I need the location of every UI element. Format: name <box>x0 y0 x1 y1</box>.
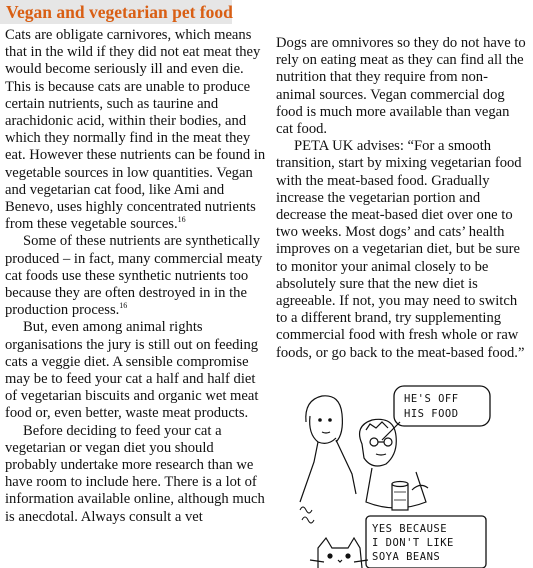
page-title: Vegan and vegetarian pet food <box>6 2 233 22</box>
food-can <box>392 482 408 511</box>
cartoon-illustration <box>296 382 533 568</box>
paragraph: Dogs are omnivores so they do not have to rely on eating meat as they can find all the nutrition that they require from non-animal sources. Vegan commercial dog food is much more available than vegan cat food. <box>276 35 526 138</box>
cat-figure <box>310 538 368 568</box>
paragraph: PETA UK advises: “For a smooth transition, start by mixing vegetarian food with the meat-based food. Gradually increase the vegetarian portion and decrease the meat-based diet over one to two weeks. Most dogs’ and cats’ health improves on a vegetarian diet, but be sure to monitor your animal closely to be absolutely sure that the new diet is agreeable. If not, you may need to switch to a different brand, try supplementing commercial food with fresh whole or raw foods, or go back to the meat-based food.” <box>276 138 525 361</box>
paragraph-text: Cats are obligate carnivores, which means that in the wild if they did not eat meat they would become seriously ill and even die. This is because cats are unable to produce certain nutrients, such as taurine and arachidonic acid, within their bodies, and which they normally find in the meat they eat. However these nutrients can be found in vegetable sources in low quantities. Vegan and vegetarian cat food, like Ami and Benevo, uses highly concentrated nutrients from these vegetable sources. <box>5 27 266 233</box>
paragraph-text: Some of these nutrients are synthetically produced – in fact, many commercial meaty cat foods use these synthetic nutrients too because they are often destroyed in in the production process. <box>5 233 263 319</box>
paragraph <box>5 233 267 319</box>
bubble-bottom-line-3: SOYA BEANS <box>372 551 441 563</box>
left-column <box>5 27 267 526</box>
bubble-top-line-2: HIS FOOD <box>404 408 459 420</box>
woman-figure <box>300 396 356 502</box>
scribble-mark <box>300 507 314 523</box>
bubble-bottom-line-2: I DON'T LIKE <box>372 537 454 549</box>
footnote-ref: 16 <box>119 301 128 311</box>
bubble-bottom-line-1: YES BECAUSE <box>372 523 448 535</box>
speech-bubble-top <box>394 386 490 426</box>
paragraph: Before deciding to feed your cat a vegetarian or vegan diet you should probably undertake more research than we have room to include here. There is a lot of information available online, although much is anecdotal. Always consult a vet <box>5 422 265 525</box>
paragraph <box>5 27 267 233</box>
bubble-top-line-1: HE'S OFF <box>404 393 459 405</box>
right-column <box>276 35 526 362</box>
footnote-ref: 16 <box>177 215 186 225</box>
paragraph: But, even among animal rights organisations the jury is still out on feeding cats a veggie diet. A sensible compromise may be to feed your cat a half and half diet of vegetarian biscuits and organic wet meat food or, even better, waste meat products. <box>5 319 259 422</box>
